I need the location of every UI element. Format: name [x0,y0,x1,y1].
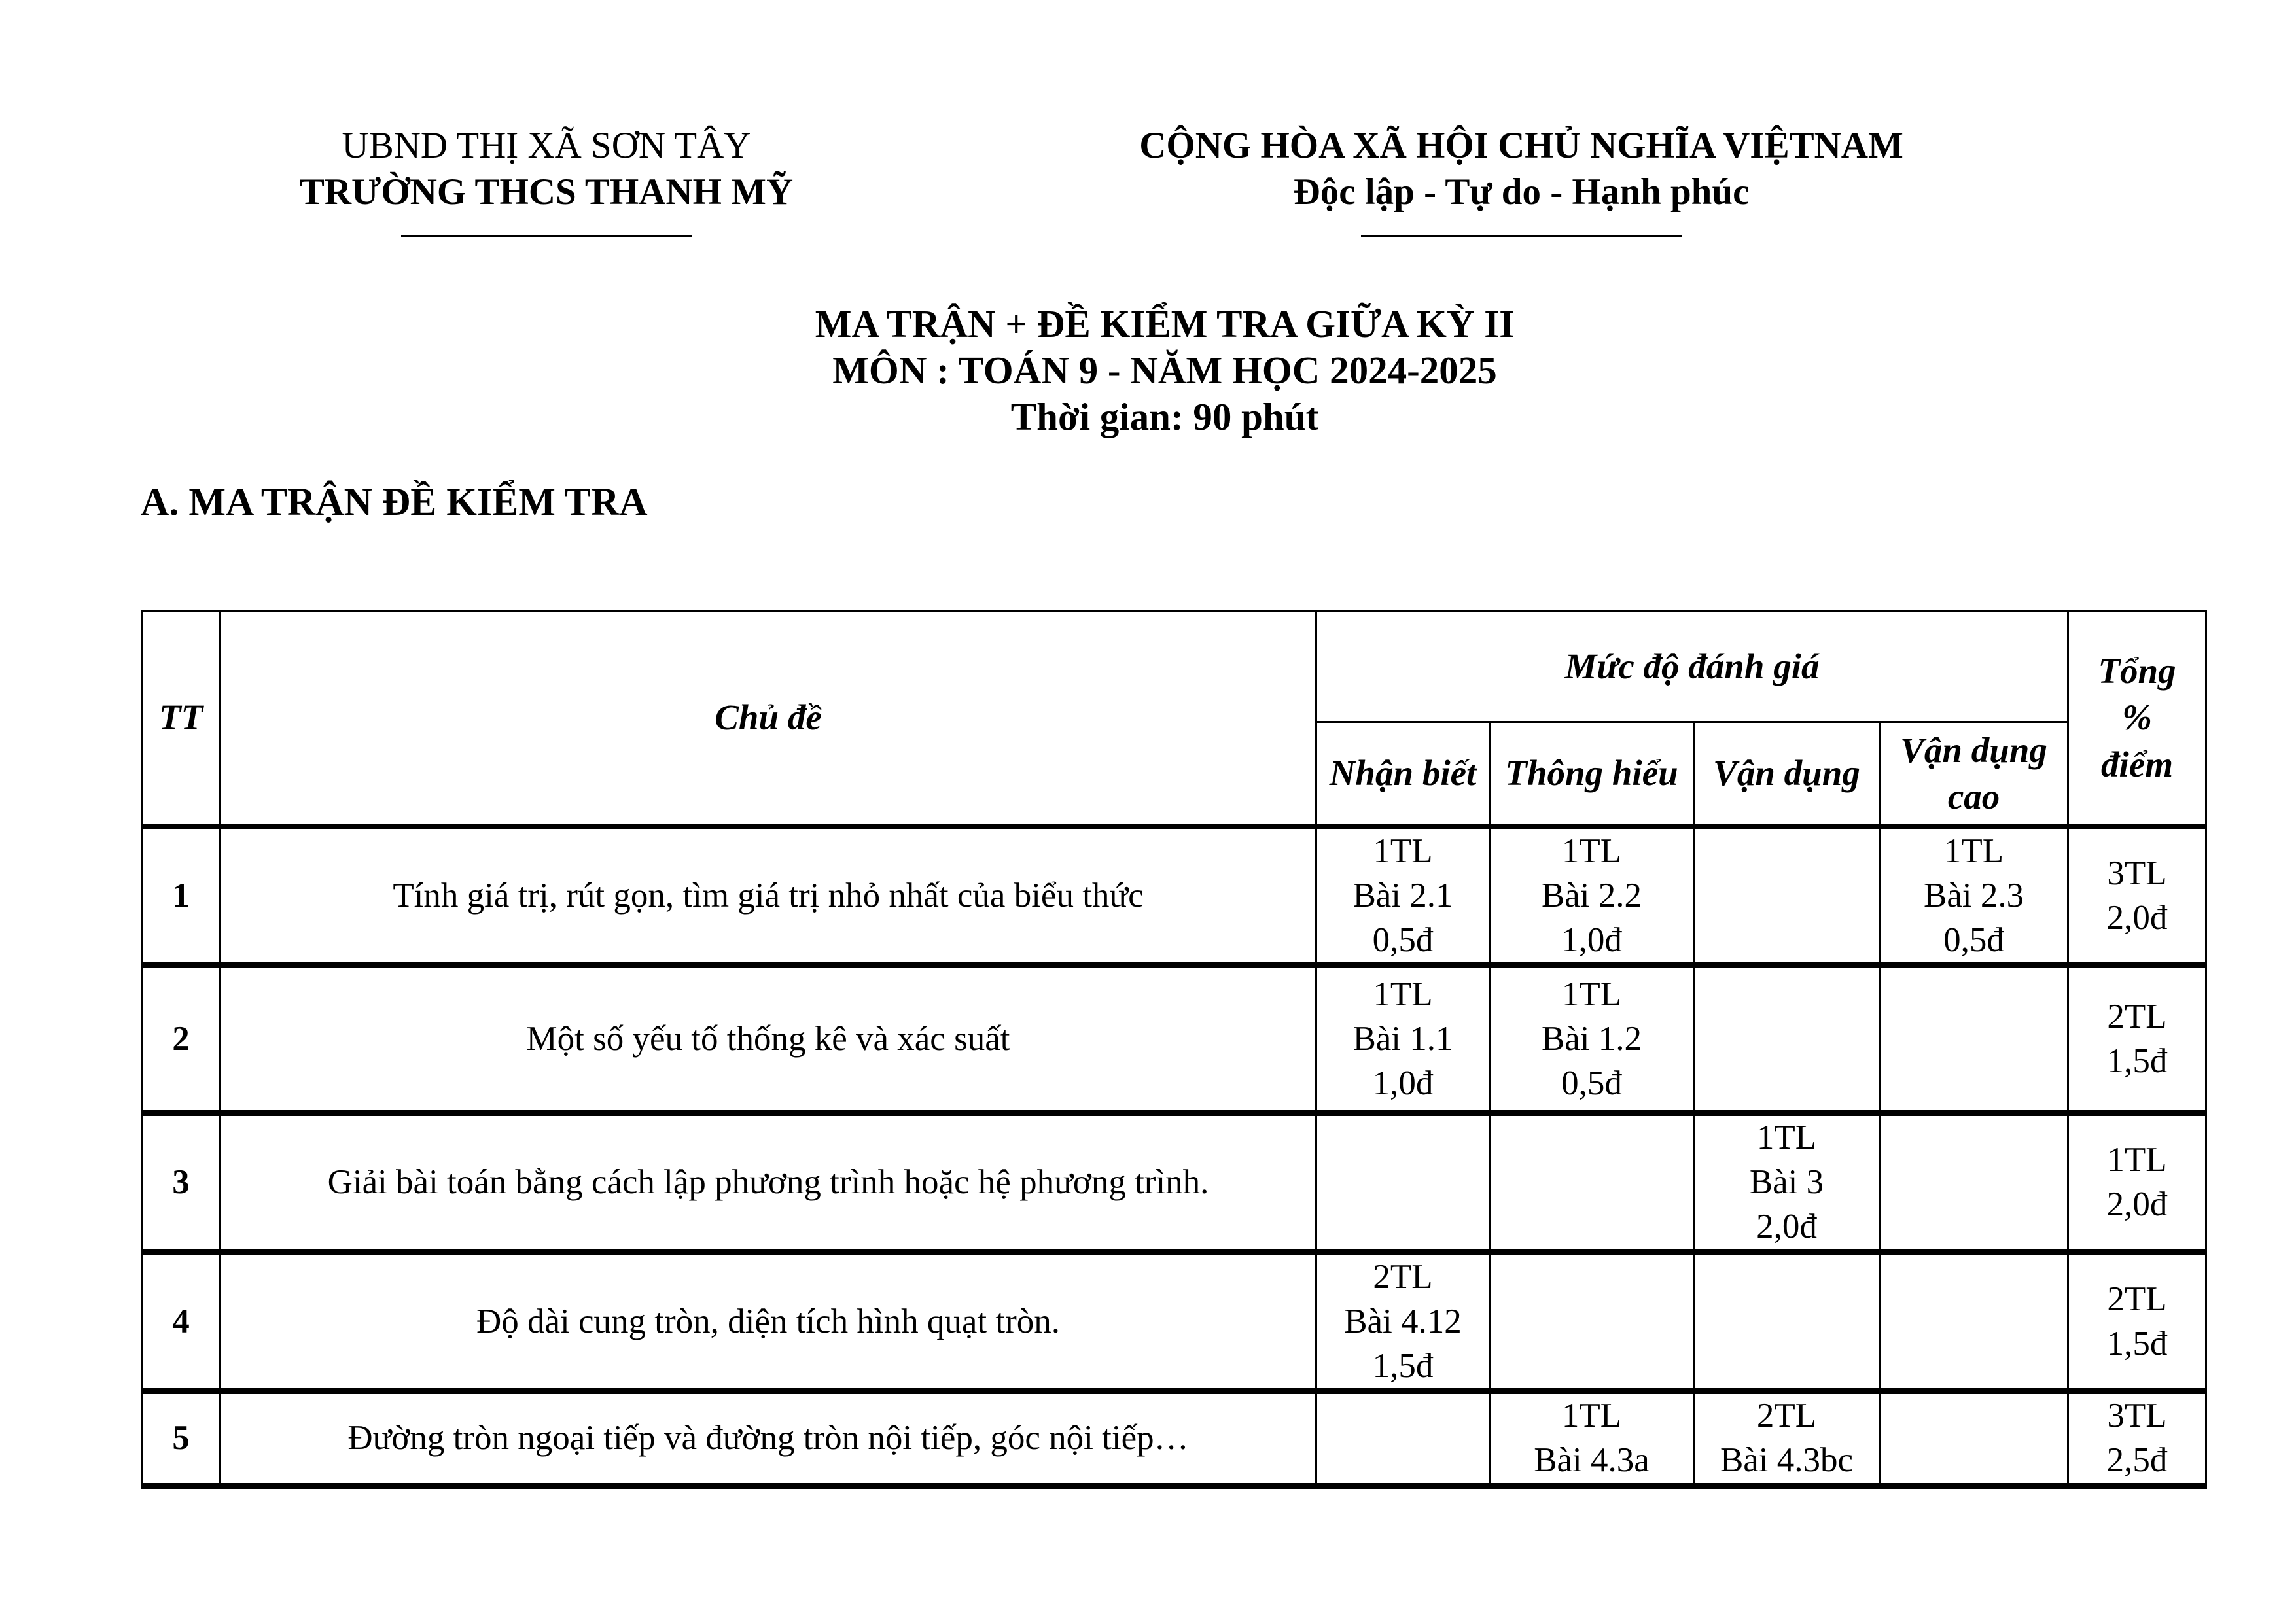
van-dung-cell [1694,966,1880,1113]
col-header-tong-pct-diem [2068,611,2206,827]
cell-line: 1TL [1943,832,2004,870]
header-right [1060,123,1983,237]
van-dung-cao-cell [1880,966,2068,1113]
table-row [142,1252,2206,1391]
van-dung-cao-cell [1880,827,2068,966]
document-title-block [0,301,2296,440]
van-dung-cao-cell [1880,1391,2068,1486]
thong-hieu-cell [1490,827,1694,966]
cell-line: 2,5đ [2106,1441,2168,1480]
cell-line: 1,5đ [2106,1041,2168,1080]
cell-line: 0,5đ [1561,1064,1622,1102]
van-dung-cell [1694,827,1880,966]
topic-cell: Một số yếu tố thống kê và xác suất [221,966,1316,1113]
van-dung-cell [1694,1113,1880,1252]
col-header-van-dung-cao: Vận dụng cao [1880,722,2068,827]
van-dung-cao-cell [1880,1252,2068,1391]
row-number: 3 [142,1113,221,1252]
tong-cell [2068,827,2206,966]
assessment-matrix-table [141,610,2207,1489]
header-left-line2: TRƯỜNG THCS THANH MỸ [299,171,794,213]
topic-cell: Độ dài cung tròn, diện tích hình quạt tròn. [221,1252,1316,1391]
cell-line: 1TL [1373,832,1433,870]
cell-line: 2TL [1756,1397,1817,1435]
col-header-van-dung: Vận dụng [1694,722,1880,827]
cell-line: Bài 2.3 [1923,876,2024,915]
nhan-biet-cell [1316,1113,1490,1252]
row-number: 1 [142,827,221,966]
tong-cell [2068,1113,2206,1252]
thong-hieu-cell [1490,966,1694,1113]
row-number: 2 [142,966,221,1113]
section-heading: A. MA TRẬN ĐỀ KIỂM TRA [141,480,648,523]
col-header-chu-de: Chủ đề [221,611,1316,827]
cell-line: 1,0đ [1372,1064,1434,1102]
table-row [142,827,2206,966]
nhan-biet-cell [1316,966,1490,1113]
header-left-line1: UBND THỊ XÃ SƠN TÂY [342,125,751,166]
nhan-biet-cell [1316,827,1490,966]
row-number: 4 [142,1252,221,1391]
cell-line: 1TL [1561,975,1622,1014]
cell-line: điểm [2101,744,2174,784]
cell-line: 1,5đ [2106,1324,2168,1363]
cell-line: 1,5đ [1372,1346,1434,1385]
cell-line: 3TL [2107,854,2167,892]
topic-cell: Giải bài toán bằng cách lập phương trình hoặc hệ phương trình. [221,1113,1316,1252]
tong-cell [2068,966,2206,1113]
subject-line: MÔN : TOÁN 9 - NĂM HỌC 2024-2025 [832,348,1497,392]
cell-line: 1TL [2107,1141,2167,1179]
thong-hieu-cell [1490,1391,1694,1486]
header-left [255,123,838,237]
topic-cell: Tính giá trị, rút gọn, tìm giá trị nhỏ nhất của biểu thức [221,827,1316,966]
document-title: MA TRẬN + ĐỀ KIỂM TRA GIỮA KỲ II [815,302,1515,345]
topic-cell: Đường tròn ngoại tiếp và đường tròn nội tiếp, góc nội tiếp… [221,1391,1316,1486]
cell-line: 2,0đ [1756,1208,1817,1246]
thong-hieu-cell [1490,1113,1694,1252]
cell-line: Bài 1.2 [1541,1020,1642,1058]
tong-cell [2068,1391,2206,1486]
cell-line: 3TL [2107,1397,2167,1435]
cell-line: 2,0đ [2106,898,2168,937]
thong-hieu-cell [1490,1252,1694,1391]
header-left-rule [401,235,692,237]
cell-line: 1TL [1561,832,1622,870]
col-header-tt: TT [142,611,221,827]
table-row [142,1391,2206,1486]
header-right-rule [1361,235,1682,237]
van-dung-cell [1694,1391,1880,1486]
table-row [142,1113,2206,1252]
header-right-line1: CỘNG HÒA XÃ HỘI CHỦ NGHĨA VIỆTNAM [1139,125,1903,166]
col-header-nhan-biet: Nhận biết [1316,722,1490,827]
cell-line: Bài 4.12 [1344,1302,1462,1340]
cell-line: 0,5đ [1943,920,2004,959]
cell-line: % [2122,697,2152,738]
cell-line: 1TL [1756,1119,1817,1157]
cell-line: 1TL [1561,1397,1622,1435]
nhan-biet-cell [1316,1391,1490,1486]
cell-line: Bài 2.2 [1541,876,1642,915]
cell-line: 1,0đ [1561,920,1622,959]
cell-line: 2TL [2107,998,2167,1036]
cell-line: Bài 4.3bc [1720,1441,1854,1480]
cell-line: 2TL [1373,1257,1433,1296]
cell-line: Bài 1.1 [1352,1020,1453,1058]
col-header-thong-hieu: Thông hiểu [1490,722,1694,827]
tong-cell [2068,1252,2206,1391]
nhan-biet-cell [1316,1252,1490,1391]
cell-line: 2,0đ [2106,1185,2168,1224]
cell-line: 1TL [1373,975,1433,1014]
row-number: 5 [142,1391,221,1486]
table-row [142,966,2206,1113]
cell-line: Tổng [2098,650,2176,691]
van-dung-cell [1694,1252,1880,1391]
cell-line: Bài 3 [1749,1163,1824,1202]
cell-line: 2TL [2107,1280,2167,1318]
col-header-muc-do-danh-gia: Mức độ đánh giá [1316,611,2068,722]
van-dung-cao-cell [1880,1113,2068,1252]
table-header-row-top [142,611,2206,722]
duration-line: Thời gian: 90 phút [1010,394,1319,438]
header-right-line2: Độc lập - Tự do - Hạnh phúc [1293,171,1750,213]
cell-line: Bài 2.1 [1352,876,1453,915]
cell-line: 0,5đ [1372,920,1434,959]
cell-line: Bài 4.3a [1534,1441,1650,1480]
